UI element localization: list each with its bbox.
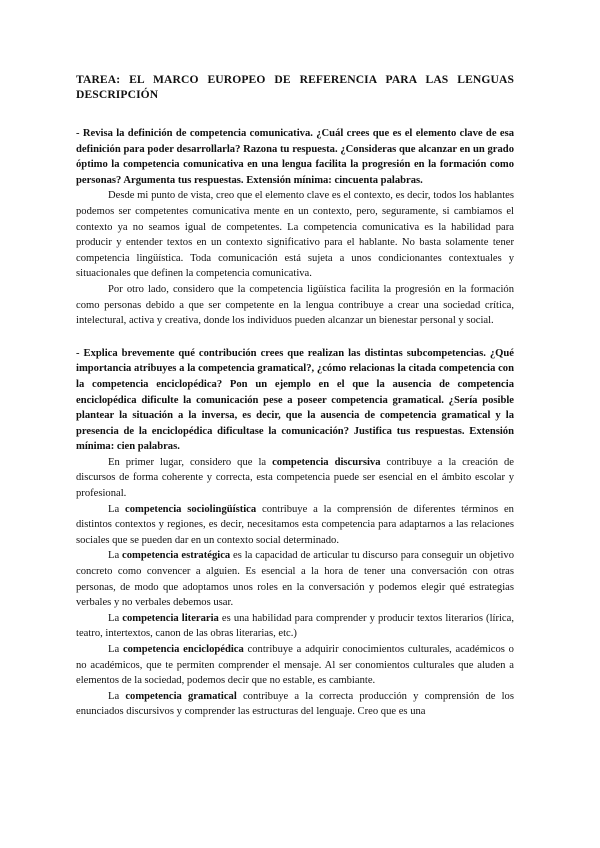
answer-literaria: La competencia literaria es una habilidad para comprender y producir textos literarios (lírica, teatro, intertextos, canon de las obras literarias, etc.)	[76, 612, 514, 640]
section-gap	[76, 329, 514, 346]
question-2: - Explica brevemente qué contribución crees que realizan las distintas subcompetencias. ¿Qué importancia atribuyes a la competencia gramatical?, ¿cómo relacionas la citada competencia con la competencia enciclopédica? Pon un ejemplo en el que la ausencia de competencia enciclopédica dificulte la comunicación pese a poseer competencia gramatical. ¿Sería posible plantear la situación a la inversa, es decir, que la ausencia de competencia gramatical y la presencia de la enciclopédica dificultase la comunicación? Justifica tus respuestas. Extensión mínima: cien palabras.	[76, 347, 514, 453]
title-line-1: TAREA: EL MARCO EUROPEO DE REFERENCIA PARA LAS LENGUAS	[76, 73, 514, 86]
question-1: - Revisa la definición de competencia comunicativa. ¿Cuál crees que es el elemento clave de esa definición para poder desarrollarla? Razona tu respuesta. ¿Consideras que alcanzar en un grado óptimo la competencia comunicativa en una lengua facilita la progresión en la formación como personas? Argumenta tus respuestas. Extensión mínima: cincuenta palabras.	[76, 128, 514, 186]
answer-enciclopedica: La competencia enciclopédica contribuye a adquirir conocimientos culturales, académicos o no académicos, que te permiten comprender el mensaje. Al ser conomientos culturales que aluden a elementos de la sociedad, podemos decir que no estable, es cambiante.	[76, 644, 514, 687]
term-sociolinguistica: competencia sociolingüística	[125, 503, 257, 515]
term-gramatical: competencia gramatical	[125, 690, 237, 702]
answer-1-paragraph-1: Desde mi punto de vista, creo que el elemento clave es el contexto, es decir, todos los hablantes podemos ser competentes comunicativa mente en un contexto, pero, seguramente, si cambiamos el contexto ya no seamos igual de competentes. La competencia comunicativa es la habilidad para producir y entender textos en un contexto significativo para el hablante. No basta solamente tener competencia lingüística. Toda comunicación está sujeta a unos condicionantes contextuales y situacionales que definen la competencia comunicativa.	[76, 190, 514, 280]
term-discursiva: competencia discursiva	[272, 456, 381, 468]
answer-estrategica: La competencia estratégica es la capacidad de articular tu discurso para conseguir un objetivo concreto como convencer a alguien. Es esencial a la hora de tener una conversación con otras personas, de modo que adoptamos unos roles en la conversación y podemos elegir qué estrategias verbales y no verbales debemos usar.	[76, 550, 515, 609]
term-literaria: competencia literaria	[122, 612, 219, 624]
answer-sociolinguistica: La competencia sociolingüística contribuye a la comprensión de diferentes términos en distintos contextos y regiones, es decir, necesitamos esta competencia para adaptarnos a las relaciones sociales que se pueden dar en un contexto social determinado.	[76, 503, 514, 546]
term-estrategica: competencia estratégica	[122, 550, 231, 562]
title-line-2: DESCRIPCIÓN	[76, 88, 159, 101]
answer-discursiva: En primer lugar, considero que la competencia discursiva contribuye a la creación de discursos de forma coherente y correcta, esta competencia puede ser esencial en el ámbito escolar y profesional.	[76, 456, 515, 500]
answer-gramatical: La competencia gramatical contribuye a la correcta producción y comprensión de los enunciados discursivos y comprender las estructuras del lenguaje. Creo que es una	[76, 690, 514, 718]
document-title	[76, 72, 514, 102]
answer-1-paragraph-2: Por otro lado, considero que la competencia ligüística facilita la progresión en la formación como personas debido a que ser competente en la lengua contribuye a crear una sociedad crítica, intelectural, activa y creativa, donde los individuos pueden alcanzar un bienestar personal y social.	[76, 283, 514, 327]
term-enciclopedica: competencia enciclopédica	[122, 644, 244, 655]
